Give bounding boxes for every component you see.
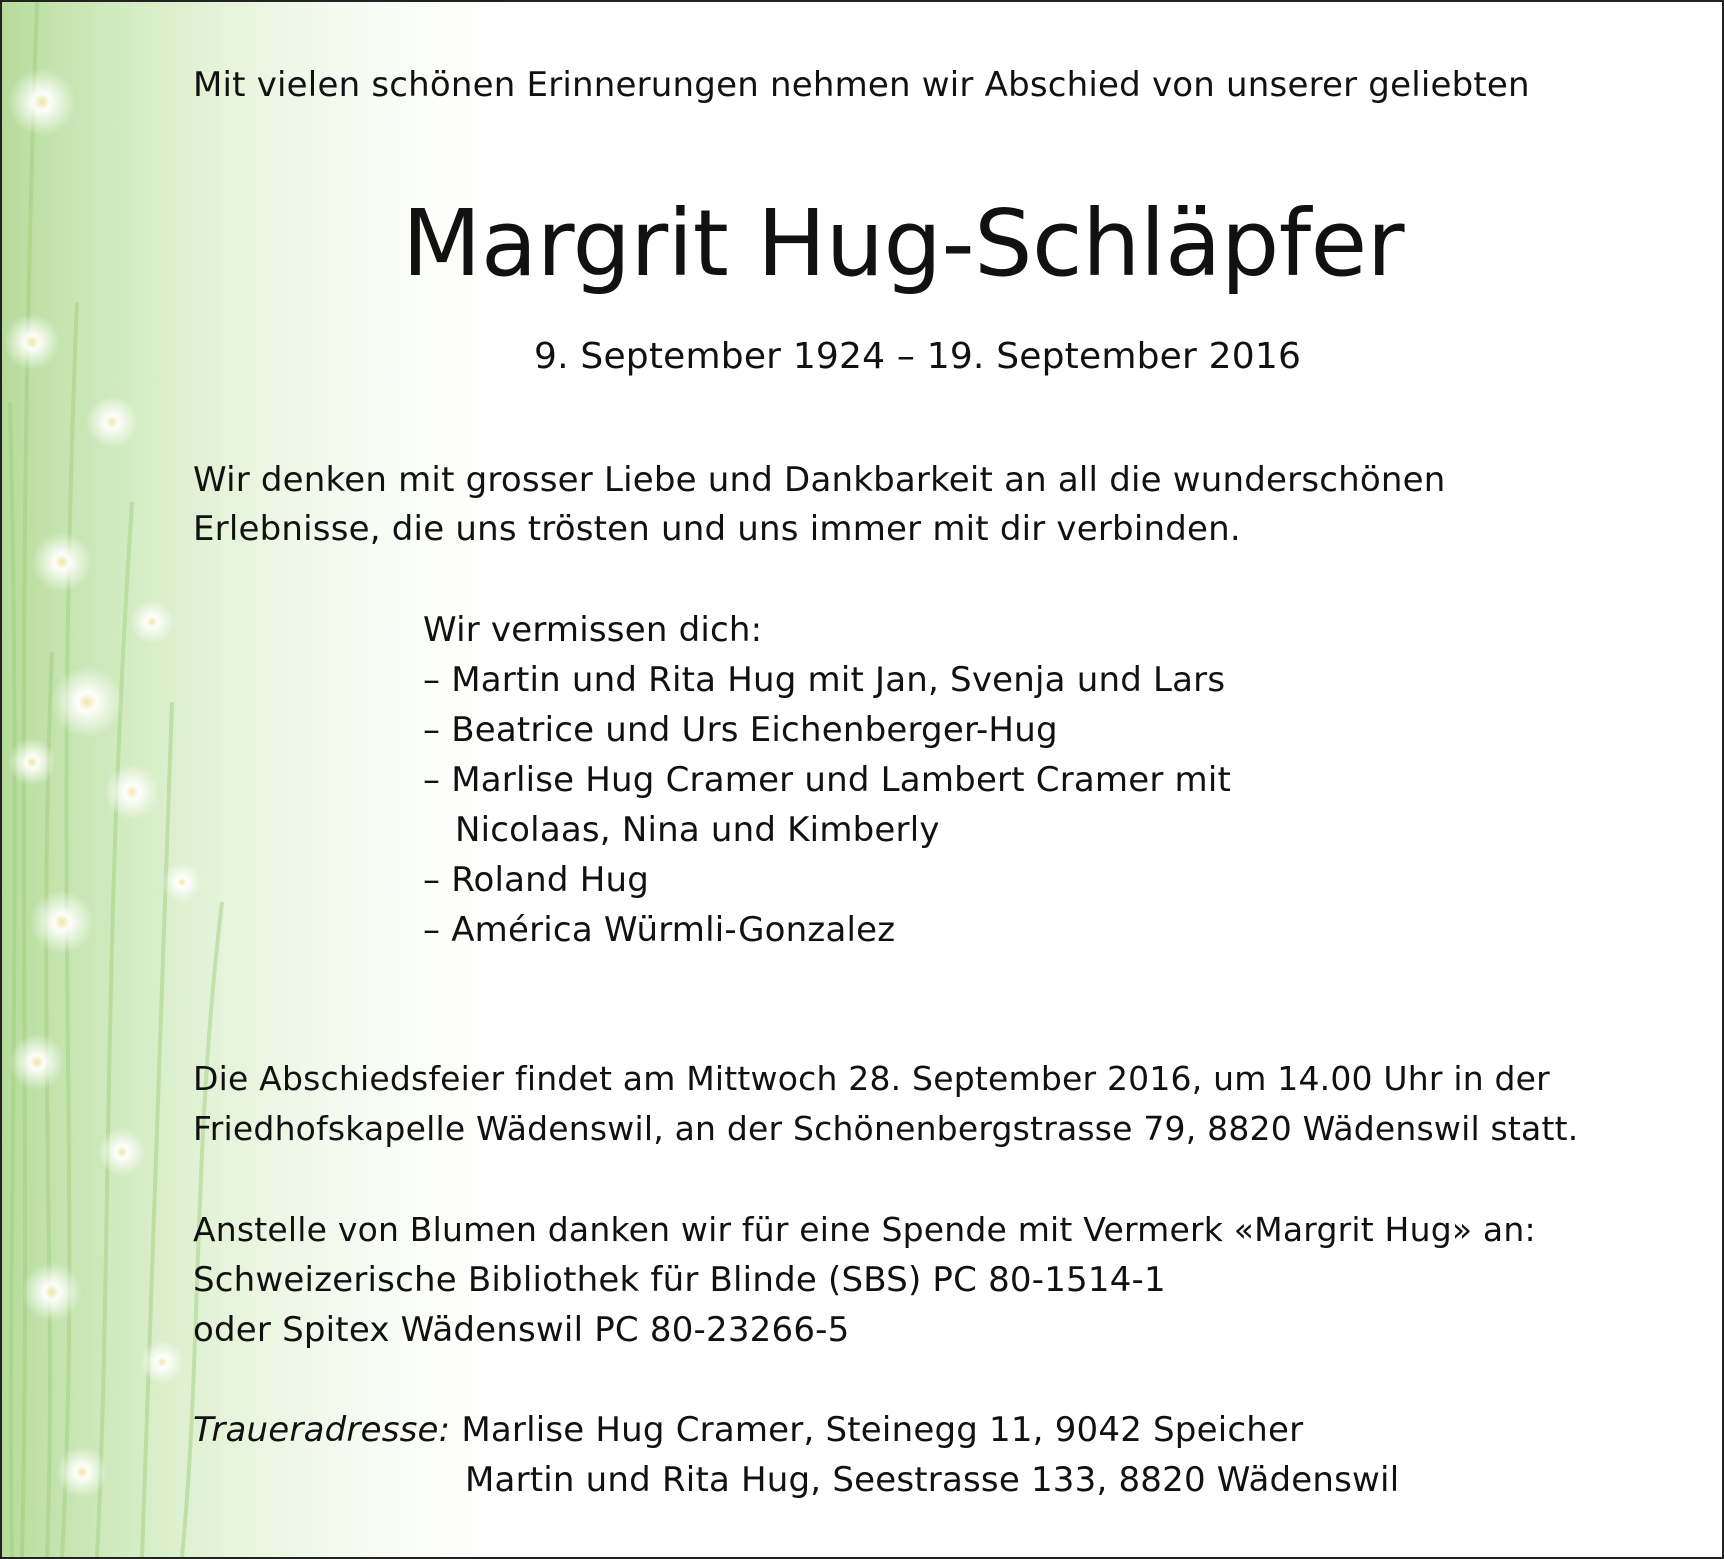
- mourner-line: Nicolaas, Nina und Kimberly: [455, 810, 940, 850]
- mourning-address-label: Traueradresse:: [193, 1410, 451, 1450]
- donation-line-1: Anstelle von Blumen danken wir für eine Spende mit Vermerk «Margrit Hug» an:: [193, 1210, 1536, 1249]
- tribute-line-2: Erlebnisse, die uns trösten und uns immer mit dir verbinden.: [193, 509, 1241, 549]
- donation-line-3: oder Spitex Wädenswil PC 80-23266-5: [193, 1310, 850, 1350]
- mourner-line: – Martin und Rita Hug mit Jan, Svenja und Lars: [423, 660, 1226, 700]
- mourner-line: – Roland Hug: [423, 860, 650, 900]
- mourning-address-line-1: [193, 1410, 1304, 1450]
- ceremony-line-2: Friedhofskapelle Wädenswil, an der Schönenbergstrasse 79, 8820 Wädenswil statt.: [193, 1109, 1579, 1148]
- mourners-heading: Wir vermissen dich:: [423, 610, 763, 650]
- mourner-line: – Marlise Hug Cramer und Lambert Cramer mit: [423, 760, 1232, 800]
- deceased-name: Margrit Hug-Schläpfer: [402, 190, 1405, 297]
- mourning-address-value: Marlise Hug Cramer, Steinegg 11, 9042 Speicher: [461, 1410, 1304, 1450]
- intro-text: Mit vielen schönen Erinnerungen nehmen wir Abschied von unserer geliebten: [193, 65, 1530, 105]
- tribute-line-1: Wir denken mit grosser Liebe und Dankbarkeit an all die wunderschönen: [193, 460, 1446, 500]
- ceremony-line-1: Die Abschiedsfeier findet am Mittwoch 28. September 2016, um 14.00 Uhr in der: [193, 1059, 1550, 1098]
- donation-line-2: Schweizerische Bibliothek für Blinde (SBS) PC 80-1514-1: [193, 1260, 1166, 1300]
- mourning-address-line-2: Martin und Rita Hug, Seestrasse 133, 8820 Wädenswil: [465, 1460, 1400, 1500]
- life-dates: 9. September 1924 – 19. September 2016: [534, 336, 1302, 377]
- mourner-line: – Beatrice und Urs Eichenberger-Hug: [423, 710, 1058, 750]
- mourner-line: – América Würmli-Gonzalez: [423, 910, 896, 950]
